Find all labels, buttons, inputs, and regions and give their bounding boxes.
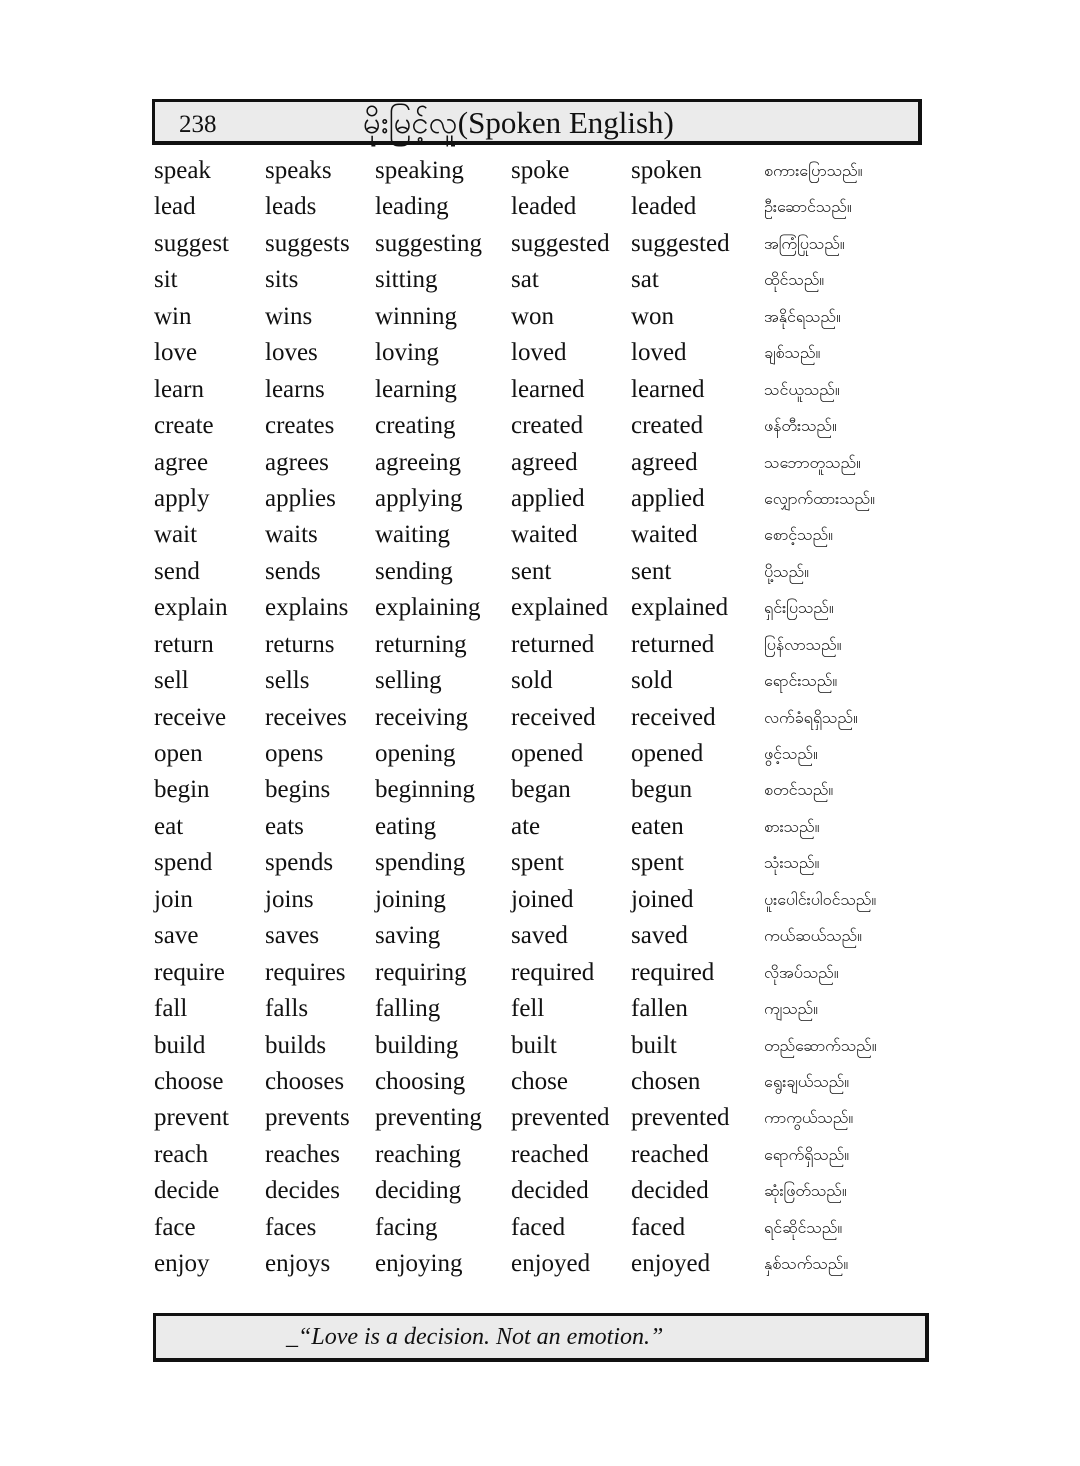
base-form: apply bbox=[154, 484, 210, 512]
past-form: leaded bbox=[511, 193, 577, 221]
ing-form: falling bbox=[375, 995, 441, 1023]
past-form: faced bbox=[511, 1213, 566, 1241]
table-row bbox=[154, 517, 934, 553]
table-row bbox=[154, 845, 934, 881]
past-participle-form: begun bbox=[631, 776, 693, 804]
base-form: sell bbox=[154, 667, 189, 695]
verb-forms-table bbox=[154, 153, 934, 1283]
table-row bbox=[154, 627, 934, 663]
third-person-form: begins bbox=[265, 776, 331, 804]
table-row bbox=[154, 189, 934, 225]
third-person-form: prevents bbox=[265, 1104, 350, 1132]
past-form: opened bbox=[511, 740, 584, 767]
third-person-form: faces bbox=[265, 1213, 317, 1241]
table-row bbox=[154, 1210, 934, 1246]
past-form: spent bbox=[511, 849, 564, 877]
table-row bbox=[154, 918, 934, 954]
base-form: reach bbox=[154, 1140, 209, 1168]
table-row bbox=[154, 700, 934, 736]
base-form: lead bbox=[154, 193, 196, 221]
past-form: loved bbox=[511, 339, 567, 367]
base-form: decide bbox=[154, 1177, 220, 1205]
third-person-form: wins bbox=[265, 302, 313, 330]
ing-form: sitting bbox=[375, 266, 438, 294]
third-person-form: learns bbox=[265, 375, 325, 403]
third-person-form: sits bbox=[265, 266, 299, 294]
third-person-form: loves bbox=[265, 339, 318, 367]
third-person-form: builds bbox=[265, 1031, 327, 1059]
past-participle-form: prevented bbox=[631, 1104, 730, 1132]
table-row bbox=[154, 991, 934, 1027]
past-form: spoke bbox=[511, 157, 570, 184]
ing-form: creating bbox=[375, 412, 456, 440]
past-participle-form: spoken bbox=[631, 157, 702, 184]
myanmar-meaning: ကာကွယ်သည်။ bbox=[764, 1108, 854, 1128]
myanmar-meaning: ဦးဆောင်သည်။ bbox=[764, 197, 852, 217]
page-number: 238 bbox=[179, 111, 217, 138]
base-form: save bbox=[154, 922, 199, 950]
third-person-form: explains bbox=[265, 594, 349, 622]
base-form: win bbox=[154, 302, 192, 330]
past-participle-form: sat bbox=[631, 266, 659, 294]
past-participle-form: explained bbox=[631, 594, 729, 622]
past-form: fell bbox=[511, 995, 545, 1023]
ing-form: facing bbox=[375, 1213, 438, 1241]
myanmar-meaning: ရှင်းပြသည်။ bbox=[764, 598, 834, 618]
myanmar-meaning: ပို့သည်။ bbox=[764, 561, 809, 581]
past-participle-form: sold bbox=[631, 667, 673, 695]
third-person-form: returns bbox=[265, 630, 335, 658]
past-form: explained bbox=[511, 594, 609, 622]
myanmar-meaning: ပူးပေါင်းပါဝင်သည်။ bbox=[764, 889, 877, 909]
third-person-form: decides bbox=[265, 1177, 340, 1205]
myanmar-meaning: လိုအပ်သည်။ bbox=[764, 962, 839, 982]
myanmar-meaning: ရွေးချယ်သည်။ bbox=[764, 1071, 850, 1091]
table-row bbox=[154, 1173, 934, 1209]
base-form: prevent bbox=[154, 1104, 229, 1132]
base-form: send bbox=[154, 557, 200, 585]
myanmar-meaning: သင်ယူသည်။ bbox=[764, 379, 840, 399]
third-person-form: enjoys bbox=[265, 1250, 331, 1278]
ing-form: selling bbox=[375, 667, 442, 695]
table-row bbox=[154, 335, 934, 371]
base-form: receive bbox=[154, 703, 227, 731]
past-participle-form: required bbox=[631, 958, 715, 986]
myanmar-meaning: ဖွင့်သည်။ bbox=[764, 744, 818, 763]
past-participle-form: faced bbox=[631, 1213, 686, 1241]
table-row bbox=[154, 1137, 934, 1173]
third-person-form: applies bbox=[265, 484, 336, 512]
base-form: face bbox=[154, 1213, 196, 1241]
myanmar-meaning: ကယ်ဆယ်သည်။ bbox=[764, 926, 862, 946]
past-participle-form: won bbox=[631, 302, 675, 330]
ing-form: receiving bbox=[375, 703, 469, 731]
ing-form: applying bbox=[375, 484, 463, 512]
past-participle-form: built bbox=[631, 1031, 677, 1059]
ing-form: speaking bbox=[375, 157, 464, 184]
table-row bbox=[154, 663, 934, 699]
table-row bbox=[154, 772, 934, 808]
base-form: spend bbox=[154, 849, 213, 877]
base-form: open bbox=[154, 740, 203, 767]
ing-form: requiring bbox=[375, 958, 467, 986]
ing-form: eating bbox=[375, 812, 437, 840]
third-person-form: opens bbox=[265, 740, 324, 767]
past-form: enjoyed bbox=[511, 1250, 591, 1278]
ing-form: choosing bbox=[375, 1067, 466, 1095]
base-form: explain bbox=[154, 594, 228, 622]
table-row bbox=[154, 1064, 934, 1100]
page-header bbox=[152, 99, 922, 145]
past-form: sent bbox=[511, 557, 552, 585]
ing-form: beginning bbox=[375, 776, 475, 804]
base-form: learn bbox=[154, 375, 204, 403]
ing-form: spending bbox=[375, 849, 466, 877]
ing-form: preventing bbox=[375, 1104, 482, 1132]
table-row bbox=[154, 554, 934, 590]
past-participle-form: eaten bbox=[631, 812, 684, 840]
base-form: speak bbox=[154, 157, 211, 184]
table-row bbox=[154, 1100, 934, 1136]
myanmar-meaning: လက်ခံရရှိသည်။ bbox=[764, 707, 858, 727]
third-person-form: requires bbox=[265, 958, 346, 986]
ing-form: reaching bbox=[375, 1140, 462, 1168]
base-form: join bbox=[154, 885, 193, 913]
ing-form: joining bbox=[375, 885, 446, 913]
table-row bbox=[154, 1028, 934, 1064]
myanmar-meaning: သုံးသည်။ bbox=[764, 853, 820, 873]
base-form: agree bbox=[154, 448, 209, 476]
past-participle-form: fallen bbox=[631, 995, 688, 1023]
base-form: create bbox=[154, 412, 214, 440]
past-participle-form: chosen bbox=[631, 1067, 701, 1095]
ing-form: returning bbox=[375, 630, 467, 658]
table-row bbox=[154, 226, 934, 262]
third-person-form: chooses bbox=[265, 1067, 345, 1095]
base-form: eat bbox=[154, 812, 184, 840]
table-row bbox=[154, 372, 934, 408]
myanmar-meaning: ရောက်ရှိသည်။ bbox=[764, 1144, 850, 1164]
quote-box bbox=[153, 1313, 929, 1362]
base-form: build bbox=[154, 1031, 206, 1059]
past-form: began bbox=[511, 776, 571, 804]
past-participle-form: suggested bbox=[631, 229, 730, 257]
past-participle-form: loved bbox=[631, 339, 687, 367]
past-form: built bbox=[511, 1031, 557, 1059]
myanmar-meaning: ရင်ဆိုင်သည်။ bbox=[764, 1217, 843, 1237]
past-form: chose bbox=[511, 1067, 568, 1095]
third-person-form: waits bbox=[265, 521, 318, 549]
past-form: reached bbox=[511, 1140, 589, 1168]
past-participle-form: decided bbox=[631, 1177, 709, 1205]
table-row bbox=[154, 262, 934, 298]
book-title: မိုးမြင့်လူ(Spoken English) bbox=[363, 105, 674, 140]
past-form: suggested bbox=[511, 229, 610, 257]
third-person-form: falls bbox=[265, 995, 309, 1023]
myanmar-meaning: အနိုင်ရသည်။ bbox=[764, 306, 841, 326]
ing-form: enjoying bbox=[375, 1250, 463, 1278]
ing-form: explaining bbox=[375, 594, 481, 622]
past-participle-form: enjoyed bbox=[631, 1250, 711, 1278]
myanmar-meaning: နှစ်သက်သည်။ bbox=[764, 1254, 849, 1274]
past-form: saved bbox=[511, 922, 568, 950]
third-person-form: sends bbox=[265, 557, 321, 585]
third-person-form: creates bbox=[265, 412, 335, 440]
base-form: return bbox=[154, 630, 214, 658]
past-form: learned bbox=[511, 375, 585, 403]
third-person-form: saves bbox=[265, 922, 320, 950]
myanmar-meaning: စတင်သည်။ bbox=[764, 780, 834, 800]
third-person-form: agrees bbox=[265, 448, 329, 476]
past-participle-form: opened bbox=[631, 740, 704, 767]
third-person-form: spends bbox=[265, 849, 334, 877]
base-form: enjoy bbox=[154, 1250, 210, 1278]
past-participle-form: agreed bbox=[631, 448, 698, 476]
past-form: sold bbox=[511, 667, 553, 695]
third-person-form: speaks bbox=[265, 157, 332, 184]
third-person-form: receives bbox=[265, 703, 347, 731]
ing-form: leading bbox=[375, 193, 449, 221]
past-participle-form: reached bbox=[631, 1140, 709, 1168]
ing-form: saving bbox=[375, 922, 441, 950]
past-form: returned bbox=[511, 630, 595, 658]
past-form: created bbox=[511, 412, 584, 440]
past-participle-form: saved bbox=[631, 922, 688, 950]
myanmar-meaning: တည်ဆောက်သည်။ bbox=[764, 1035, 877, 1055]
myanmar-meaning: ပြန်လာသည်။ bbox=[764, 634, 842, 654]
base-form: fall bbox=[154, 995, 188, 1023]
myanmar-meaning: စောင့်သည်။ bbox=[764, 525, 833, 545]
ing-form: loving bbox=[375, 339, 439, 367]
third-person-form: suggests bbox=[265, 229, 350, 257]
past-form: decided bbox=[511, 1177, 589, 1205]
past-participle-form: spent bbox=[631, 849, 684, 877]
table-row bbox=[154, 408, 934, 444]
ing-form: building bbox=[375, 1031, 459, 1059]
past-form: prevented bbox=[511, 1104, 610, 1132]
third-person-form: eats bbox=[265, 812, 304, 840]
past-participle-form: learned bbox=[631, 375, 705, 403]
past-participle-form: returned bbox=[631, 630, 715, 658]
past-participle-form: created bbox=[631, 412, 704, 440]
base-form: choose bbox=[154, 1067, 224, 1095]
base-form: wait bbox=[154, 521, 198, 549]
third-person-form: leads bbox=[265, 193, 317, 221]
third-person-form: sells bbox=[265, 667, 310, 695]
past-participle-form: received bbox=[631, 703, 716, 731]
table-row bbox=[154, 736, 934, 772]
past-participle-form: applied bbox=[631, 484, 705, 512]
past-form: sat bbox=[511, 266, 539, 294]
table-row bbox=[154, 882, 934, 918]
myanmar-meaning: လျှောက်ထားသည်။ bbox=[764, 488, 875, 508]
myanmar-meaning: စားသည်။ bbox=[764, 816, 820, 836]
ing-form: suggesting bbox=[375, 229, 482, 257]
ing-form: winning bbox=[375, 302, 457, 330]
table-row bbox=[154, 1246, 934, 1282]
table-row bbox=[154, 153, 934, 189]
past-participle-form: waited bbox=[631, 521, 698, 549]
myanmar-meaning: ဆုံးဖြတ်သည်။ bbox=[764, 1181, 847, 1201]
past-participle-form: sent bbox=[631, 557, 672, 585]
past-form: waited bbox=[511, 521, 578, 549]
ing-form: waiting bbox=[375, 521, 450, 549]
ing-form: opening bbox=[375, 740, 456, 767]
base-form: require bbox=[154, 958, 225, 986]
base-form: sit bbox=[154, 266, 178, 294]
third-person-form: joins bbox=[265, 885, 314, 913]
ing-form: learning bbox=[375, 375, 457, 403]
base-form: begin bbox=[154, 776, 210, 804]
table-row bbox=[154, 445, 934, 481]
myanmar-meaning: သဘောတူသည်။ bbox=[764, 452, 861, 472]
table-row bbox=[154, 809, 934, 845]
myanmar-meaning: ရောင်းသည်။ bbox=[764, 671, 838, 691]
ing-form: agreeing bbox=[375, 448, 462, 476]
past-participle-form: leaded bbox=[631, 193, 697, 221]
table-row bbox=[154, 299, 934, 335]
myanmar-meaning: ထိုင်သည်။ bbox=[764, 270, 825, 290]
past-form: joined bbox=[511, 885, 574, 913]
table-row bbox=[154, 590, 934, 626]
myanmar-meaning: ကျသည်။ bbox=[764, 999, 818, 1019]
past-form: required bbox=[511, 958, 595, 986]
myanmar-meaning: ချစ်သည်။ bbox=[764, 343, 821, 363]
base-form: love bbox=[154, 339, 198, 367]
third-person-form: reaches bbox=[265, 1140, 340, 1168]
past-form: won bbox=[511, 302, 555, 330]
table-row bbox=[154, 481, 934, 517]
ing-form: deciding bbox=[375, 1177, 462, 1205]
ing-form: sending bbox=[375, 557, 453, 585]
past-form: agreed bbox=[511, 448, 578, 476]
past-form: applied bbox=[511, 484, 585, 512]
past-form: ate bbox=[511, 812, 541, 840]
past-participle-form: joined bbox=[631, 885, 694, 913]
myanmar-meaning: စကားပြောသည်။ bbox=[764, 161, 863, 180]
past-form: received bbox=[511, 703, 596, 731]
myanmar-meaning: ဖန်တီးသည်။ bbox=[764, 416, 837, 436]
base-form: suggest bbox=[154, 229, 229, 257]
table-row bbox=[154, 955, 934, 991]
myanmar-meaning: အကြံပြုသည်။ bbox=[764, 233, 845, 253]
quote-text: _“Love is a decision. Not an emotion.” bbox=[286, 1324, 664, 1350]
